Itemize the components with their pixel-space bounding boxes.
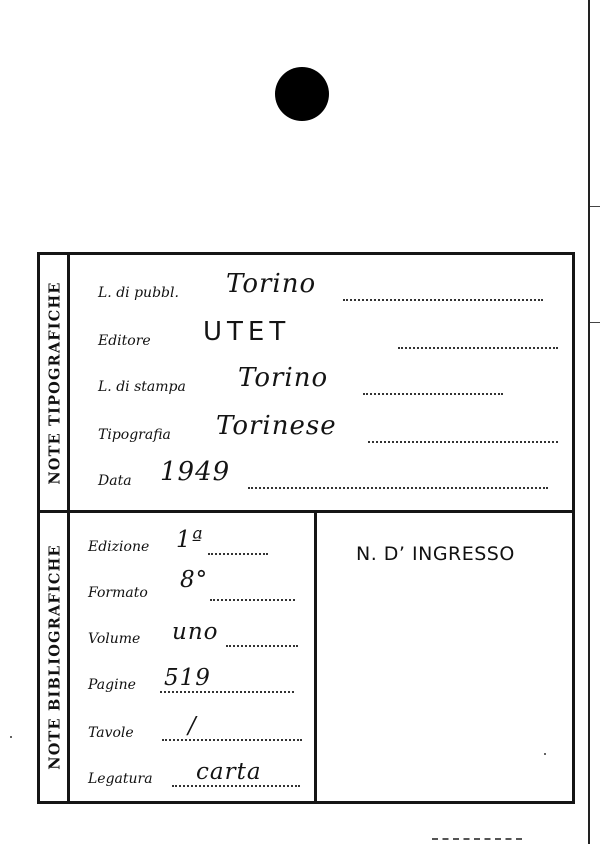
field-label: Data: [98, 473, 132, 489]
edge-tick: [590, 322, 600, 323]
section-title-tipografiche: NOTE TIPOGRAFICHE: [46, 280, 64, 485]
dotted-line: [248, 487, 548, 489]
field-pagine: [88, 667, 308, 697]
dotted-line: [210, 599, 295, 601]
dotted-line: [343, 299, 543, 301]
field-edizione: [88, 529, 308, 559]
field-editore: [98, 317, 558, 353]
handwritten-value: 8°: [180, 567, 209, 593]
handwritten-value: 519: [164, 665, 211, 691]
side-strip-bibliografiche: [40, 513, 70, 801]
dotted-line: [363, 393, 503, 395]
side-strip-tipografiche: [40, 255, 70, 510]
handwritten-value: Torino: [226, 269, 317, 299]
column-divider: [314, 513, 317, 801]
field-label: Edizione: [88, 539, 150, 555]
field-label: Volume: [88, 631, 141, 647]
page-edge-line: [588, 0, 590, 844]
note-bibliografiche-section: [40, 513, 572, 801]
bottom-smudge: [432, 838, 522, 840]
field-volume: [88, 621, 308, 651]
handwritten-value: 1949: [160, 457, 231, 487]
section-title-bibliografiche: NOTE BIBLIOGRAFICHE: [46, 544, 64, 770]
field-legatura: [88, 761, 308, 791]
handwritten-value: 1ª: [176, 527, 204, 553]
field-tavole: [88, 715, 308, 745]
handwritten-value: /: [188, 713, 197, 739]
field-label: Tipografia: [98, 427, 171, 443]
field-tipografia: [98, 411, 558, 447]
edge-tick: [590, 206, 600, 207]
field-label: L. di stampa: [98, 379, 186, 395]
numero-ingresso-label: N. D’ INGRESSO: [356, 543, 515, 565]
handwritten-value: UTET: [203, 317, 291, 347]
field-label: L. di pubbl.: [98, 285, 179, 301]
field-label: Formato: [88, 585, 148, 601]
field-formato: [88, 567, 308, 605]
dotted-line: [162, 739, 302, 741]
dotted-line: [208, 553, 268, 555]
field-label: Tavole: [88, 725, 134, 741]
handwritten-value: Torinese: [216, 411, 337, 441]
note-tipografiche-section: [40, 255, 572, 513]
dotted-line: [172, 785, 300, 787]
field-data: [98, 457, 558, 493]
dotted-line: [398, 347, 558, 349]
field-label: Pagine: [88, 677, 136, 693]
handwritten-value: Torino: [238, 363, 329, 393]
dotted-line: [368, 441, 558, 443]
dotted-line: [226, 645, 298, 647]
catalog-card: [37, 252, 575, 804]
ink-speck: [10, 736, 12, 738]
handwritten-value: uno: [172, 619, 219, 645]
ink-speck: [544, 753, 546, 755]
field-label: Editore: [98, 333, 151, 349]
field-luogo-pubblicazione: [98, 269, 558, 305]
field-label: Legatura: [88, 771, 153, 787]
handwritten-value: carta: [196, 759, 262, 785]
field-luogo-stampa: [98, 363, 558, 399]
punch-hole: [275, 67, 329, 121]
dotted-line: [160, 691, 294, 693]
